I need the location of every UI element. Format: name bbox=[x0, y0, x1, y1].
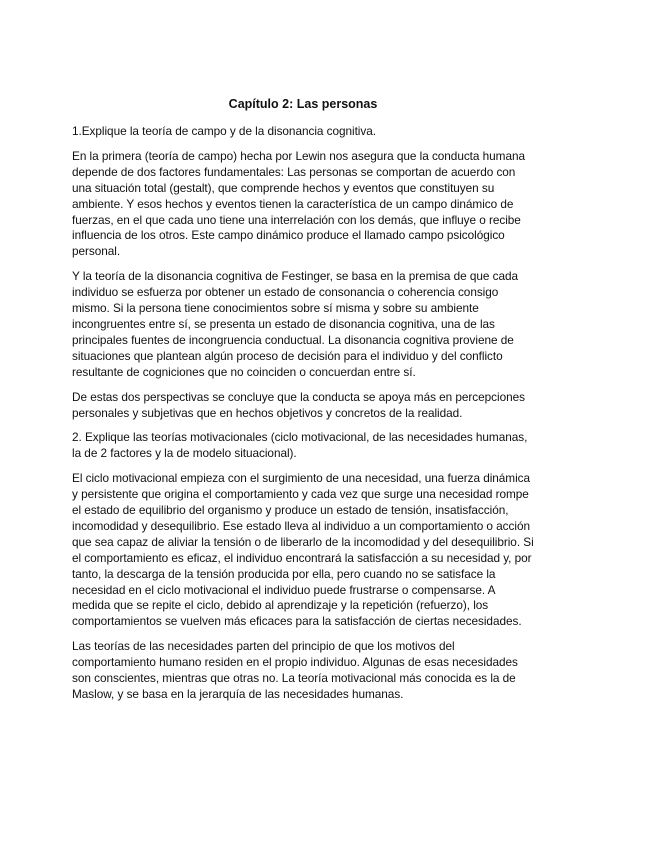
paragraph-cognitive-dissonance: Y la teoría de la disonancia cognitiva de Festinger, se basa en la premisa de que cada individuo se esfuerza por obtener un estado de consonancia o coherencia consigo mismo. Si la persona tiene conocimientos sobre sí misma y sobre su ambiente incongruentes entre sí, se presenta un estado de disonancia cognitiva, una de las principales fuentes de incongruencia conductual. La disonancia cognitiva proviene de situaciones que plantean algún proceso de decisión para el individuo y del conflicto resultante de cogniciones que no coinciden o concuerdan entre sí. bbox=[72, 269, 519, 379]
paragraph-motivational-cycle: El ciclo motivacional empieza con el surgimiento de una necesidad, una fuerza dinámica y persistente que origina el comportamiento y cada vez que surge una necesidad rompe el estado de equilibrio del organismo y produce un estado de tensión, insatisfacción, incomodidad y desequilibrio. Ese estado lleva al individuo a un comportamiento o acción que sea capaz de aliviar la tensión o de liberarlo de la incomodidad y del desequilibrio. Si el comportamiento es eficaz, el individuo encontrará la satisfacción a su necesidad y, por tanto, la descarga de la tensión producida por ella, pero cuando no se satisface la necesidad en el ciclo motivacional el individuo puede frustrarse o compensarse. A medida que se repite el ciclo, debido al aprendizaje y la repetición (refuerzo), los comportamientos se vuelven más eficaces para la satisfacción de ciertas necesidades. bbox=[72, 471, 534, 629]
paragraph-field-theory: En la primera (teoría de campo) hecha por Lewin nos asegura que la conducta humana depende de dos factores fundamentales: Las personas se comportan de acuerdo con una situación total (gestalt), que comprende hechos y eventos que constituyen su ambiente. Y esos hechos y eventos tienen la característica de un campo dinámico de fuerzas, en el que cada uno tiene una interrelación con los demás, que influye o recibe influencia de los otros. Este campo dinámico produce el llamado campo psicológico personal. bbox=[72, 148, 525, 259]
question-1: 1.Explique la teoría de campo y de la disonancia cognitiva. bbox=[72, 124, 376, 138]
question-2: 2. Explique las teorías motivacionales (ciclo motivacional, de las necesidades humanas, la de 2 factores y la de modelo situacional). bbox=[72, 430, 528, 461]
paragraph-needs-theory: Las teorías de las necesidades parten del principio de que los motivos del comportamiento humano residen en el propio individuo. Algunas de esas necesidades son conscientes, mientras que otras no. La teoría motivacional más conocida es la de Maslow, y se basa en la jerarquía de las necesidades humanas. bbox=[72, 639, 518, 701]
chapter-title: Capítulo 2: Las personas bbox=[228, 97, 378, 111]
document-body bbox=[72, 96, 534, 712]
paragraph-conclusion: De estas dos perspectivas se concluye que la conducta se apoya más en percepciones personales y subjetivas que en hechos objetivos y concretos de la realidad. bbox=[72, 389, 525, 420]
